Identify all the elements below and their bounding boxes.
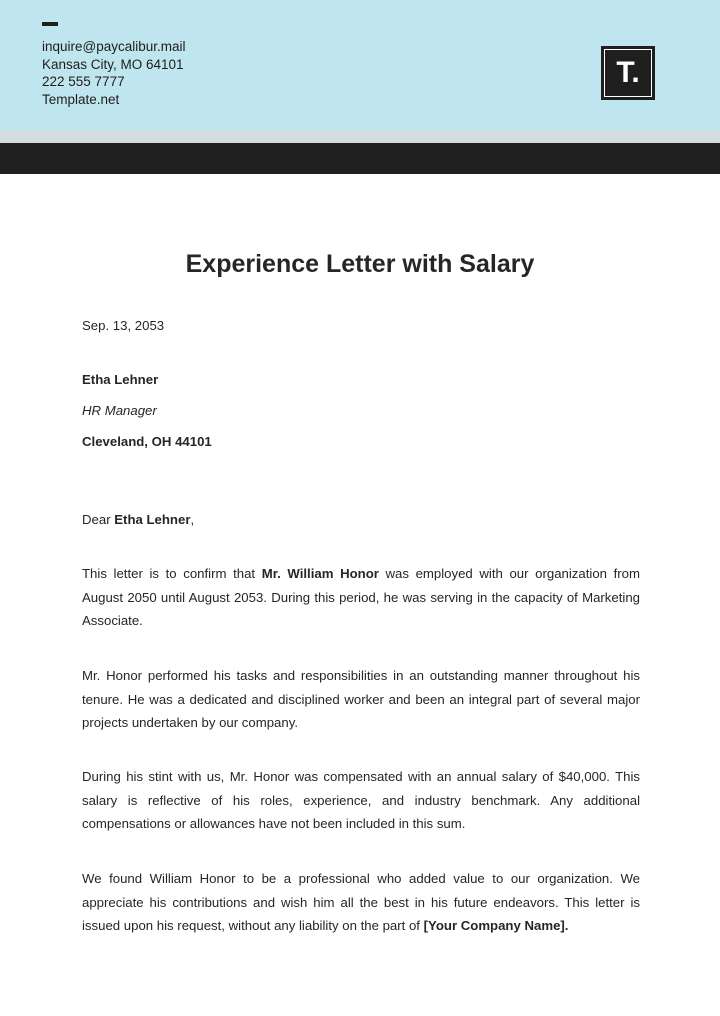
company-logo [601,46,655,100]
paragraph-1 [82,562,640,633]
contact-email: inquire@paycalibur.mail [42,39,186,54]
p4-before: We found William Honor to be a professional who added value to our organization. We appreciate his contributions and wish him all the best in his future endeavors. This letter is issued upon his request, without any liability on the part of [82,871,640,933]
contact-phone: 222 555 7777 [42,74,125,89]
letterhead [0,0,720,130]
p1-after: was employed with our organization from August 2050 until August 2053. During this period, he was serving in the capacity of Marketing Associate. [82,566,640,628]
paragraph-4 [82,867,640,938]
salutation-name: Etha Lehner [114,512,191,527]
header-band-light [0,130,720,143]
recipient-name: Etha Lehner [82,372,159,387]
salutation [82,512,194,527]
contact-block [42,38,186,108]
salutation-prefix: Dear [82,512,115,527]
recipient-address: Cleveland, OH 44101 [82,434,212,449]
p1-name: Mr. William Honor [261,566,379,581]
p1-before: This letter is to confirm that [82,566,262,581]
salutation-suffix: , [190,512,195,527]
page-title: Experience Letter with Salary [185,250,535,278]
paragraph-3: During his stint with us, Mr. Honor was compensated with an annual salary of $40,000. This salary is reflective of his roles, experience, and industry benchmark. Any additional compensations or allowances have not been included in this sum. [82,769,640,831]
contact-website: Template.net [42,91,120,107]
p4-company: [Your Company Name]. [423,918,569,933]
letter-date: Sep. 13, 2053 [82,318,165,333]
logo-letter: T. [616,56,640,89]
header-band-dark [0,143,720,174]
recipient-role: HR Manager [82,403,157,418]
paragraph-2: Mr. Honor performed his tasks and responsibilities in an outstanding manner throughout his tenure. He was a dedicated and disciplined worker and been an integral part of several major projects undertaken by our company. [82,668,640,730]
contact-address: Kansas City, MO 64101 [42,56,184,72]
header-dash [42,22,58,26]
